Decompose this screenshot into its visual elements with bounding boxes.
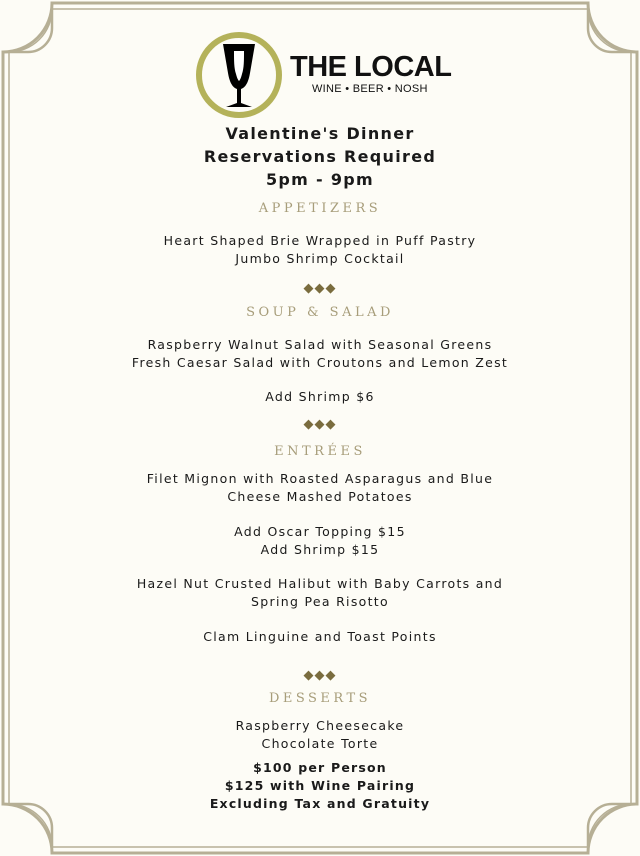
menu-addon: Add Shrimp $6 bbox=[265, 389, 375, 404]
entree-item-linguine: Clam Linguine and Toast Points bbox=[203, 629, 437, 644]
price-per-person: $100 per Person bbox=[253, 760, 387, 775]
appetizers-list bbox=[0, 232, 640, 267]
section-title-desserts: DESSERTS bbox=[268, 691, 372, 706]
menu-addon: Add Shrimp $15 bbox=[260, 541, 380, 557]
menu-item: Fresh Caesar Salad with Croutons and Lemon Zest bbox=[131, 354, 509, 370]
price-note: Excluding Tax and Gratuity bbox=[209, 796, 431, 811]
menu-item: Jumbo Shrimp Cocktail bbox=[235, 250, 405, 266]
menu-item: Heart Shaped Brie Wrapped in Puff Pastry bbox=[163, 233, 477, 248]
diamond-divider-icon: ◆◆◆ bbox=[303, 281, 337, 296]
menu-item: Raspberry Cheesecake bbox=[235, 718, 405, 733]
event-reservation-note: Reservations Required bbox=[203, 147, 437, 166]
brand-name: THE LOCAL bbox=[290, 51, 452, 83]
menu-item-line: Cheese Mashed Potatoes bbox=[227, 488, 413, 504]
event-header bbox=[0, 122, 640, 191]
diamond-divider-icon: ◆◆◆ bbox=[303, 417, 337, 432]
menu-item-line: Hazel Nut Crusted Halibut with Baby Carrots and bbox=[136, 576, 504, 591]
event-title: Valentine's Dinner bbox=[225, 124, 415, 143]
entree-item-halibut bbox=[0, 575, 640, 610]
pricing-block bbox=[0, 759, 640, 813]
menu-item-line: Spring Pea Risotto bbox=[251, 593, 389, 609]
menu-addon: Add Oscar Topping $15 bbox=[234, 524, 406, 539]
menu-item: Raspberry Walnut Salad with Seasonal Greens bbox=[147, 337, 493, 352]
diamond-divider-icon: ◆◆◆ bbox=[303, 668, 337, 683]
menu-item: Chocolate Torte bbox=[261, 735, 379, 751]
entree-item-filet bbox=[0, 470, 640, 505]
brand-wordmark bbox=[290, 52, 451, 95]
section-title-soup-salad: SOUP & SALAD bbox=[246, 305, 394, 320]
event-hours: 5pm - 9pm bbox=[266, 170, 374, 189]
entree-addons bbox=[0, 523, 640, 558]
soup-salad-list bbox=[0, 336, 640, 371]
desserts-list bbox=[0, 717, 640, 752]
brand-tagline: WINE • BEER • NOSH bbox=[312, 83, 428, 95]
price-wine-pairing: $125 with Wine Pairing bbox=[224, 778, 416, 793]
section-title-entrees: ENTRÉES bbox=[274, 444, 366, 459]
menu-item-line: Filet Mignon with Roasted Asparagus and Blue bbox=[146, 471, 494, 486]
wine-glass-logo-icon bbox=[195, 31, 283, 119]
section-title-appetizers: APPETIZERS bbox=[258, 201, 382, 216]
